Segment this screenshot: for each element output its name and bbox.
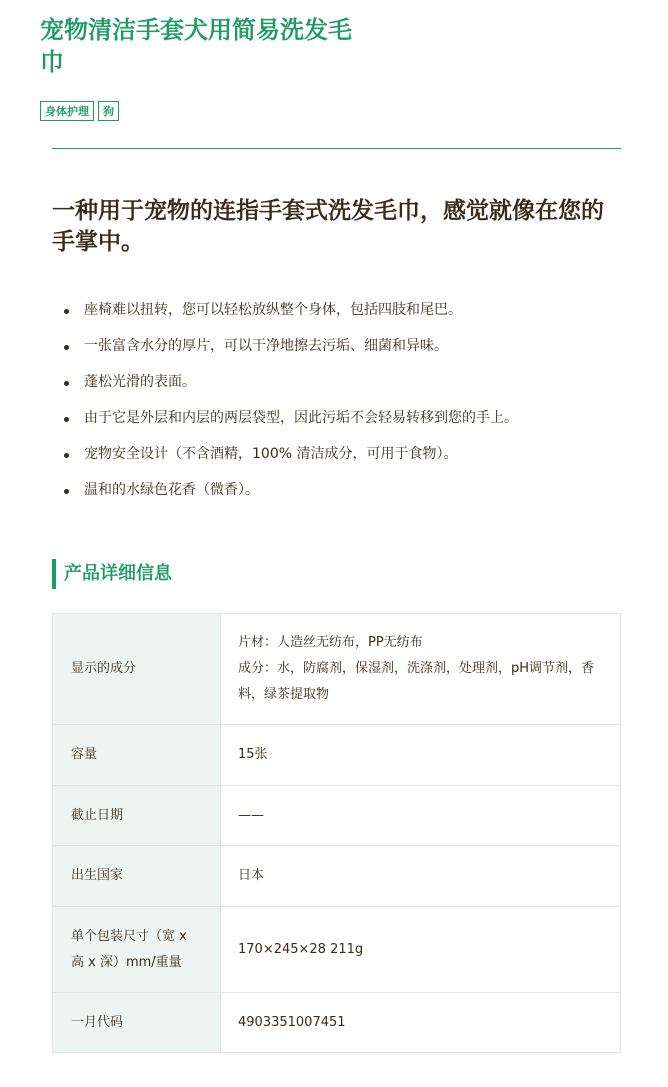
feature-item: 一张富含水分的厚片，可以干净地擦去污垢、细菌和异味。 <box>52 332 622 368</box>
tag-list <box>40 101 119 121</box>
product-title: 宠物清洁手套犬用简易洗发毛巾 <box>40 16 352 76</box>
table-row <box>53 786 621 846</box>
table-row <box>53 614 621 725</box>
row-value-dimensions: 170×245×28 211g <box>221 907 621 993</box>
row-label-dimensions: 单个包装尺寸（宽 x 高 x 深）mm/重量 <box>53 907 221 993</box>
row-label-country: 出生国家 <box>53 846 221 907</box>
feature-item: 宠物安全设计（不含酒精，100% 清洁成分，可用于食物）。 <box>52 440 622 476</box>
divider <box>52 148 621 149</box>
ingredients-line-components: 成分：水，防腐剂，保湿剂，洗涤剂，处理剂，pH调节剂，香料，绿茶提取物 <box>238 661 595 702</box>
details-section-title: 产品详细信息 <box>52 559 172 589</box>
row-label-expiry: 截止日期 <box>53 786 221 846</box>
feature-list <box>52 296 622 512</box>
row-label-capacity: 容量 <box>53 725 221 786</box>
details-table <box>52 613 621 1053</box>
product-headline: 一种用于宠物的连指手套式洗发毛巾，感觉就像在您的手掌中。 <box>52 198 604 255</box>
row-value-capacity: 15张 <box>221 725 621 786</box>
tag-dog[interactable]: 狗 <box>98 101 119 121</box>
row-value-country: 日本 <box>221 846 621 907</box>
feature-item: 由于它是外层和内层的两层袋型，因此污垢不会轻易转移到您的手上。 <box>52 404 622 440</box>
table-row <box>53 846 621 907</box>
feature-item: 座椅难以扭转，您可以轻松放纵整个身体，包括四肢和尾巴。 <box>52 296 622 332</box>
table-row <box>53 725 621 786</box>
row-value-jan-code: 4903351007451 <box>221 993 621 1053</box>
tag-body-care[interactable]: 身体护理 <box>40 101 94 121</box>
table-row <box>53 993 621 1053</box>
row-value-expiry: —— <box>221 786 621 846</box>
feature-item: 蓬松光滑的表面。 <box>52 368 622 404</box>
row-value-ingredients <box>221 614 621 725</box>
ingredients-line-sheet: 片材：人造丝无纺布，PP无纺布 <box>238 635 423 650</box>
table-row <box>53 907 621 993</box>
feature-item: 温和的水绿色花香（微香）。 <box>52 476 622 512</box>
row-label-jan-code: 一月代码 <box>53 993 221 1053</box>
row-label-ingredients: 显示的成分 <box>53 614 221 725</box>
